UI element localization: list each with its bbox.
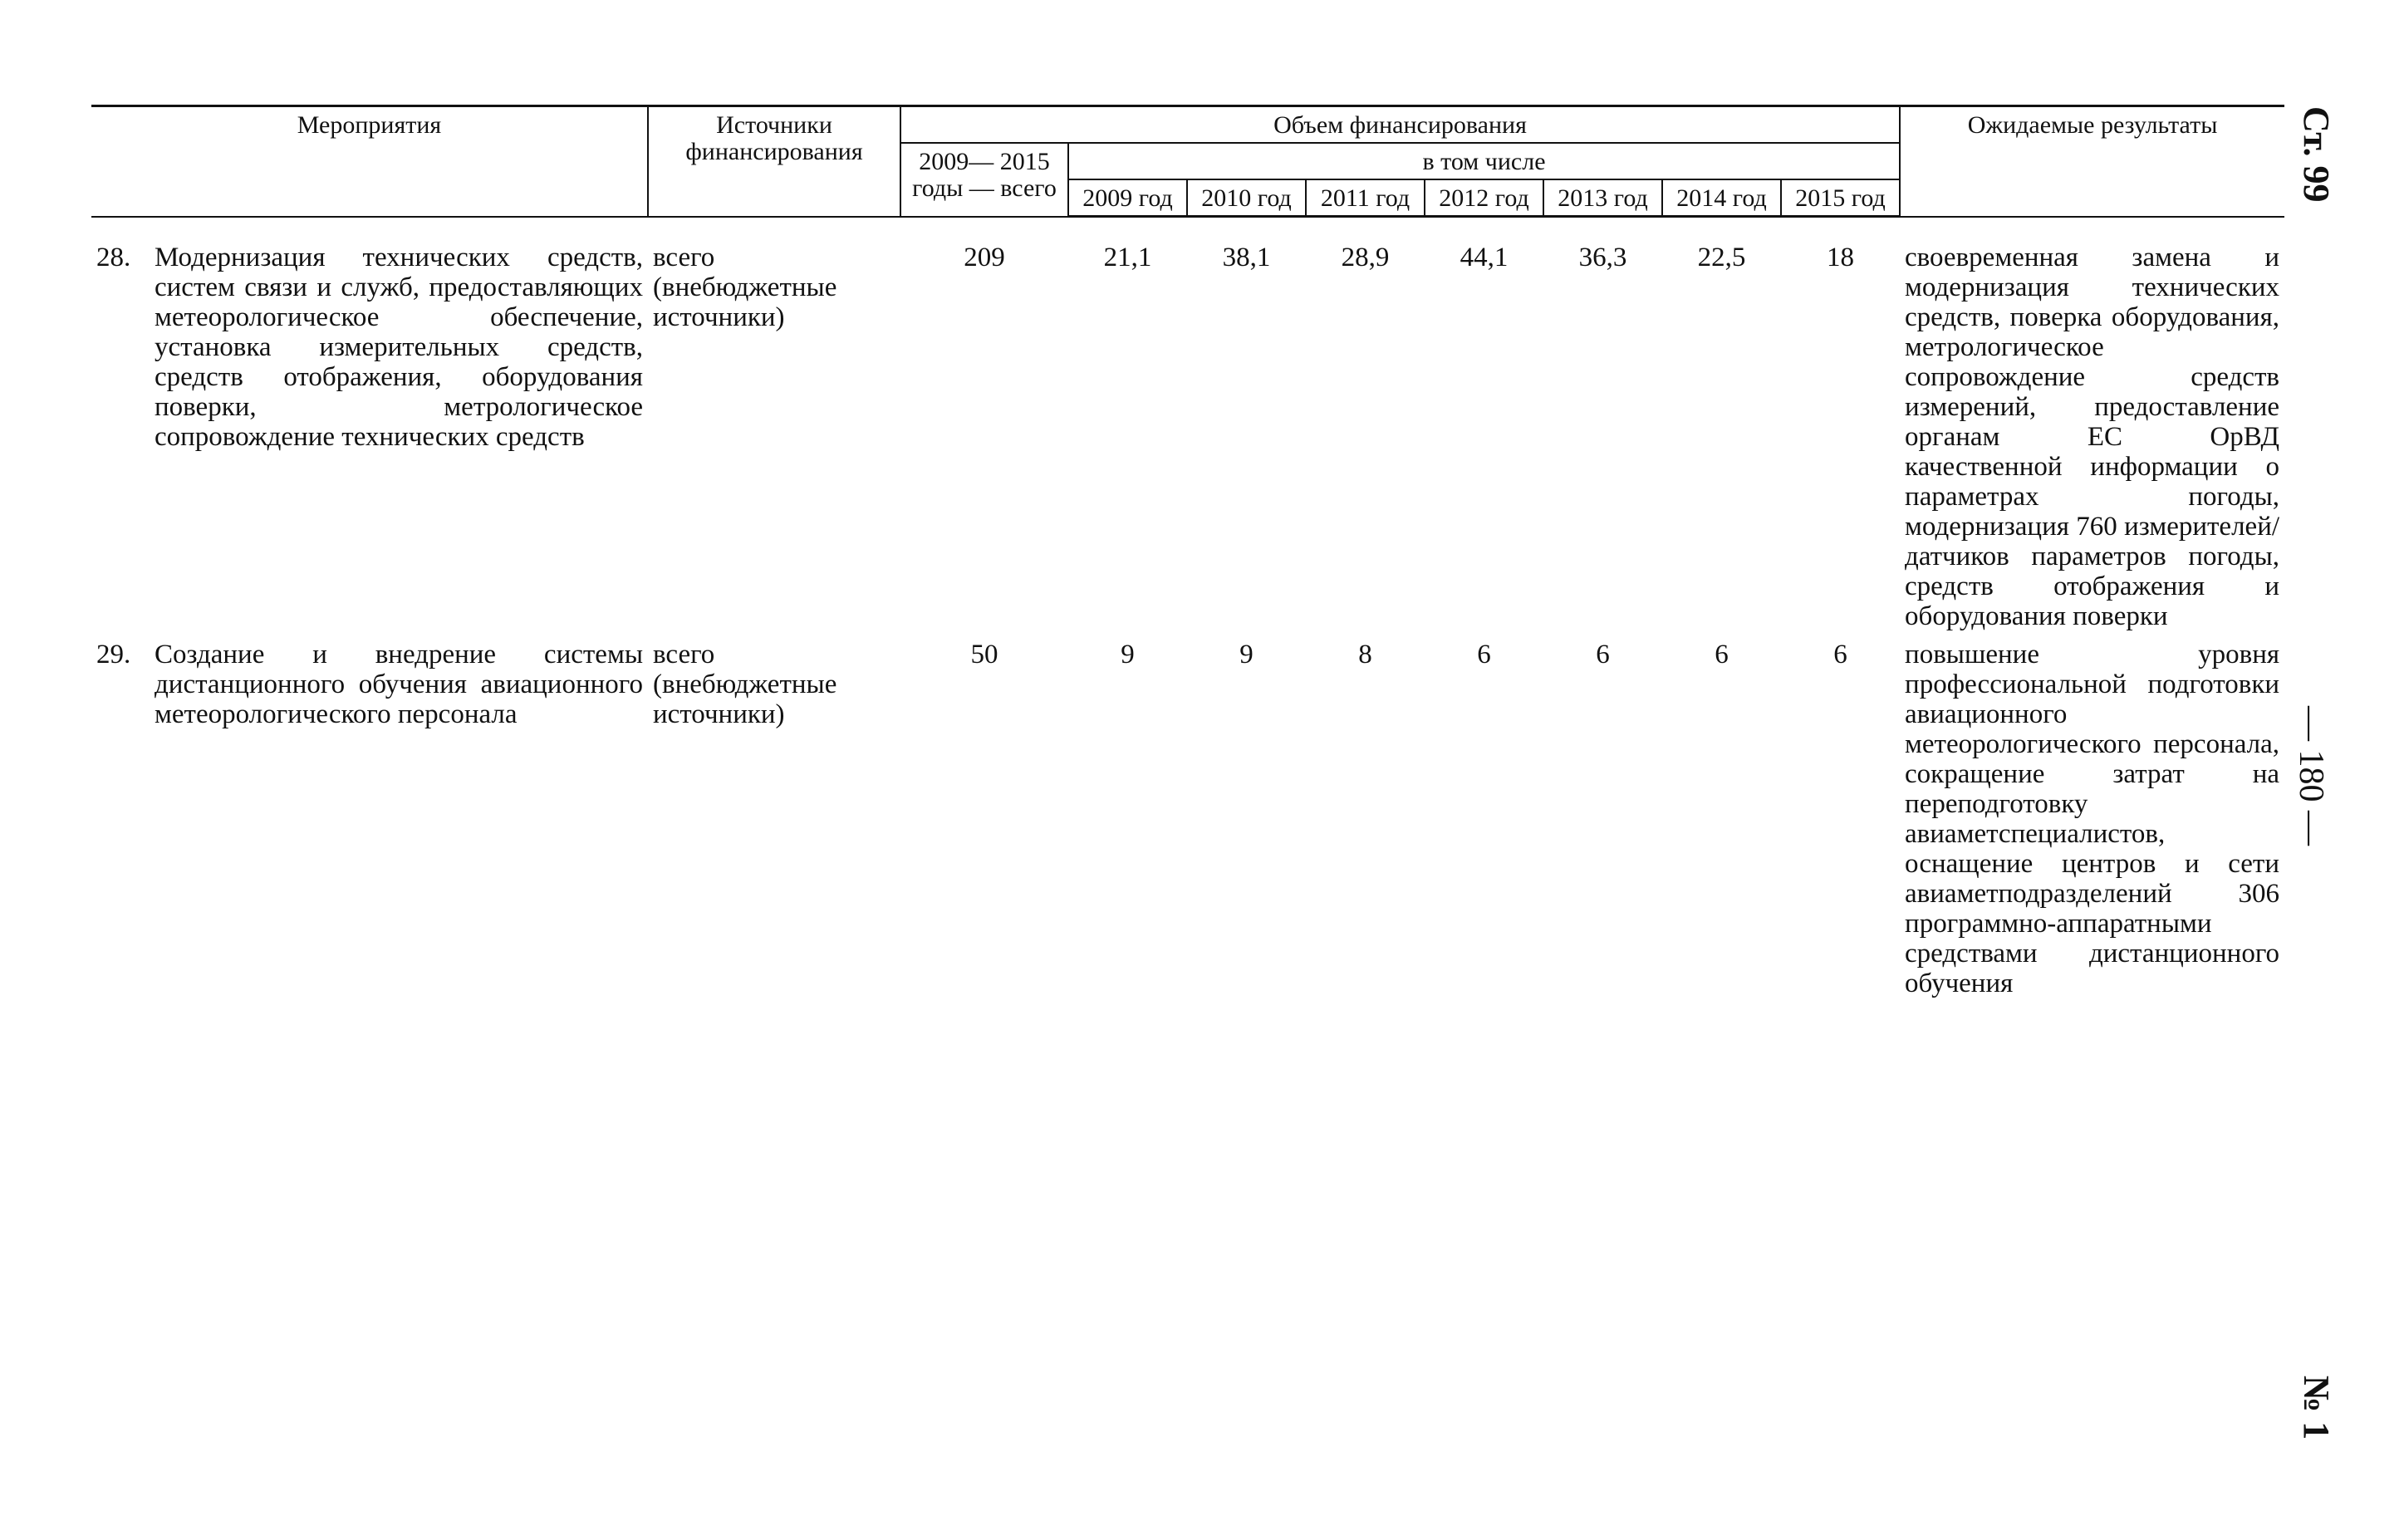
row-number: 29. <box>96 640 131 669</box>
year-value-cell: 44,1 <box>1460 243 1509 272</box>
header-volume: Объем финансирования <box>900 106 1900 144</box>
measure-text: Модернизация технических средств, систем связи и служб, предоставляющих метеорологическое обеспечение, установка измерительных средств, средств отображения, оборудования поверки, метрологическое сопровождение технических средств <box>155 243 643 452</box>
measure-text: Создание и внедрение системы дистанционного обучения авиационного метеорологического персонала <box>155 640 643 729</box>
table-row <box>91 243 2284 631</box>
financing-table <box>91 105 2284 998</box>
header-results: Ожидаемые результаты <box>1900 106 2284 217</box>
total-cell: 209 <box>964 243 1005 272</box>
financing-table-wrap <box>91 105 2284 998</box>
source-cell: всего (внебюджетные источники) <box>653 243 837 332</box>
header-year: 2015 год <box>1781 179 1900 217</box>
row-number: 28. <box>96 243 131 272</box>
year-value-cell: 9 <box>1121 640 1135 669</box>
year-value-cell: 38,1 <box>1222 243 1271 272</box>
header-including: в том числе <box>1068 143 1900 179</box>
header-year: 2013 год <box>1543 179 1662 217</box>
table-row <box>91 640 2284 998</box>
year-value-cell: 28,9 <box>1341 243 1390 272</box>
side-page-folio: — 180 — <box>2292 706 2330 846</box>
header-total: 2009— 2015 годы — всего <box>900 143 1068 217</box>
side-issue-number: № 1 <box>2296 1376 2337 1440</box>
header-sources: Источники финансирования <box>648 106 900 217</box>
year-value-cell: 8 <box>1358 640 1372 669</box>
header-year: 2012 год <box>1425 179 1543 217</box>
header-year: 2010 год <box>1187 179 1306 217</box>
year-value-cell: 9 <box>1239 640 1254 669</box>
year-value-cell: 6 <box>1715 640 1729 669</box>
source-cell: всего (внебюджетные источники) <box>653 640 837 729</box>
header-year: 2009 год <box>1068 179 1187 217</box>
header-year: 2014 год <box>1662 179 1781 217</box>
year-value-cell: 36,3 <box>1578 243 1627 272</box>
result-cell: повышение уровня профессиональной подготовки авиационного метеорологического персонала, сокращение затрат на переподготовку авиаметспециалистов, оснащение центров и сети авиаметподразделений 306 программно-аппаратными средствами дистанционного обучения <box>1905 640 2280 998</box>
year-value-cell: 18 <box>1827 243 1855 272</box>
header-measures: Мероприятия <box>91 106 648 217</box>
measure-cell <box>91 243 648 631</box>
year-value-cell: 21,1 <box>1103 243 1152 272</box>
year-value-cell: 6 <box>1596 640 1610 669</box>
year-value-cell: 6 <box>1833 640 1847 669</box>
year-value-cell: 6 <box>1477 640 1491 669</box>
total-cell: 50 <box>970 640 998 669</box>
header-year: 2011 год <box>1306 179 1425 217</box>
result-cell: своевременная замена и модернизация технических средств, поверка оборудования, метрологическое сопровождение средств измерений, предоставление органам ЕС ОрВД качественной информации о параметрах погоды, модернизация 760 измерителей/датчиков параметров погоды, средств отображения и оборудования поверки <box>1905 243 2280 631</box>
measure-cell <box>91 640 648 998</box>
year-value-cell: 22,5 <box>1697 243 1746 272</box>
side-page-number: Ст. 99 <box>2296 106 2337 203</box>
